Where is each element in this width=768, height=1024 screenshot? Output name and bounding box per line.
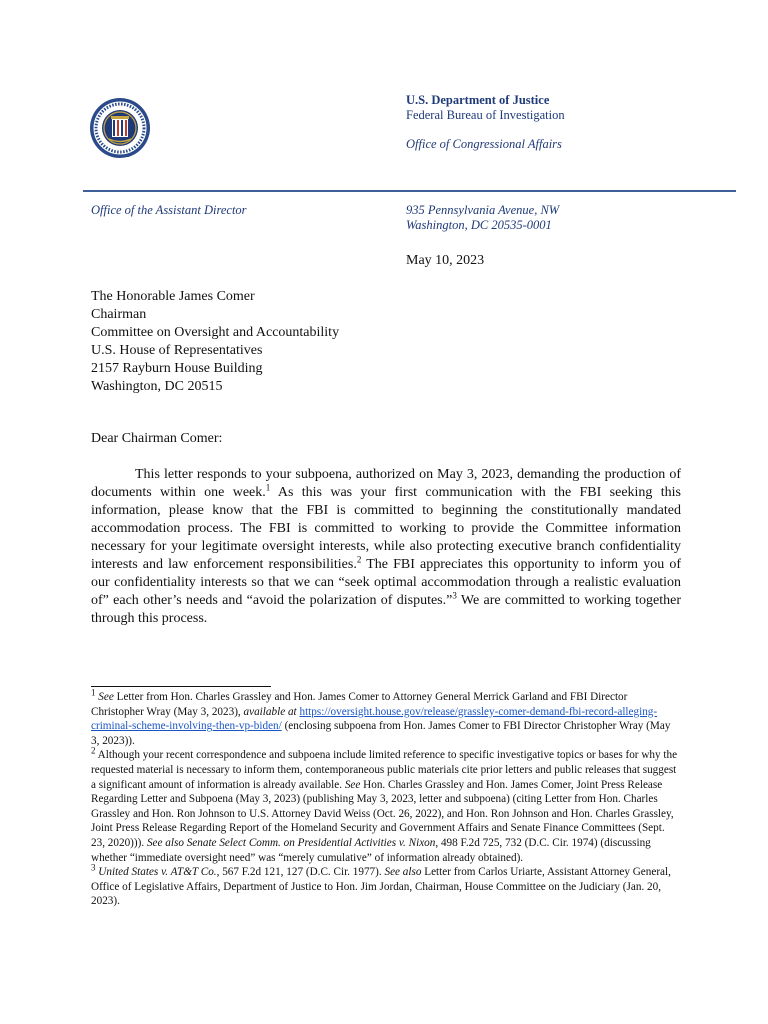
recipient-address — [91, 288, 339, 396]
office-name: Office of Congressional Affairs — [406, 137, 562, 151]
bureau-name: Federal Bureau of Investigation — [406, 108, 565, 122]
salutation: Dear Chairman Comer: — [91, 431, 223, 446]
recipient-city: Washington, DC 20515 — [91, 379, 223, 394]
office-left: Office of the Assistant Director — [91, 203, 247, 217]
footnote-1-link[interactable]: https://oversight.house.gov/release/grassley-comer-demand-fbi-record-alleging-criminal-scheme-involving-then-vp-biden/ — [91, 705, 658, 733]
paragraph-sentence-4: We are committed to working together through this process. — [91, 593, 682, 626]
address-line1: 935 Pennsylvania Avenue, NW — [406, 203, 560, 217]
recipient-title: Chairman — [91, 307, 147, 322]
letterhead-rule — [83, 190, 736, 192]
department-name: U.S. Department of Justice — [406, 93, 550, 107]
paragraph-sentence-3: The FBI appreciates this opportunity to inform you of our confidentiality interests so that we can “seek optimal accommodation through a realistic evaluation of” each other’s needs and “avoid the polarization of disputes.” — [91, 557, 681, 608]
paragraph-sentence-1: This letter responds to your subpoena, authorized on May 3, 2023, demanding the production of documents within one week. — [91, 467, 681, 500]
fbi-seal-icon — [89, 97, 151, 159]
letter-date: May 10, 2023 — [406, 253, 485, 268]
recipient-building: 2157 Rayburn House Building — [91, 361, 263, 376]
footnote-separator — [91, 686, 271, 687]
footnote-1: $^1$ See Letter from Hon. Charles Grassley and Hon. James Comer to Attorney General Merrick Garland and FBI Director Christopher Wray (May 3, 2023), available at https://oversight.house.gov/release/grassley-comer-demand-fbi-record-alleging-criminal-scheme-involving-then-vp-biden/ (enclosing subpoena from Hon. James Comer to FBI Director Christopher Wray (May 3, 2023)). — [91, 687, 671, 747]
recipient-body: U.S. House of Representatives — [91, 343, 263, 358]
address-line2: Washington, DC 20535-0001 — [406, 218, 552, 232]
recipient-name: The Honorable James Comer — [91, 289, 255, 304]
footnote-3: $^3$ United States v. AT&T Co., 567 F.2d 121, 127 (D.C. Cir. 1977). See also Letter from Carlos Uriarte, Assistant Attorney General, Office of Legislative Affairs, Department of Justice to Hon. Jim Jordan, Chairman, House Committee on the Judiciary (Jan. 20, 2023). — [91, 862, 671, 908]
paragraph-sentence-2: As this was your first communication with the FBI seeking this information, please know that the FBI is committed to beginning the constitutionally mandated accommodation process. The FBI is committed to working to provide the Committee information necessary for your legitimate oversight interests, while also protecting executive branch confidentiality interests and law enforcement responsibilities. — [91, 485, 682, 572]
footnote-2: $^2$ Although your recent correspondence and subpoena include limited reference to specific investigative topics or bases for why the requested material is necessary to inform them, contemporaneous public materials cite prior letters and public releases that suggest a significant amount of information is already available. See Hon. Charles Grassley and Hon. James Comer, Joint Press Release Regarding Letter and Subpoena (May 3, 2023) (publishing May 3, 2023, letter and subpoena) (citing Letter from Hon. Charles Grassley and Hon. Ron Johnson to U.S. Attorney David Weiss (Oct. 26, 2022), and Hon. Ron Johnson and Hon. Charles Grassley, Joint Press Release Regarding Report of the Homeland Security and Government Affairs and Senate Finance Committees (Sept. 23, 2020))). See also Senate Select Comm. on Presidential Activities v. Nixon, 498 F.2d 725, 732 (D.C. Cir. 1974) (discussing whether “immediate oversight need” was “merely cumulative” of information already obtained). — [91, 745, 678, 864]
recipient-committee: Committee on Oversight and Accountability — [91, 325, 340, 340]
body-paragraph — [91, 466, 681, 628]
footnotes — [91, 687, 679, 909]
footnote-ref-3: 3 — [452, 590, 457, 601]
footnote-ref-1: 1 — [265, 482, 271, 493]
footnote-ref-2: 2 — [356, 554, 362, 565]
